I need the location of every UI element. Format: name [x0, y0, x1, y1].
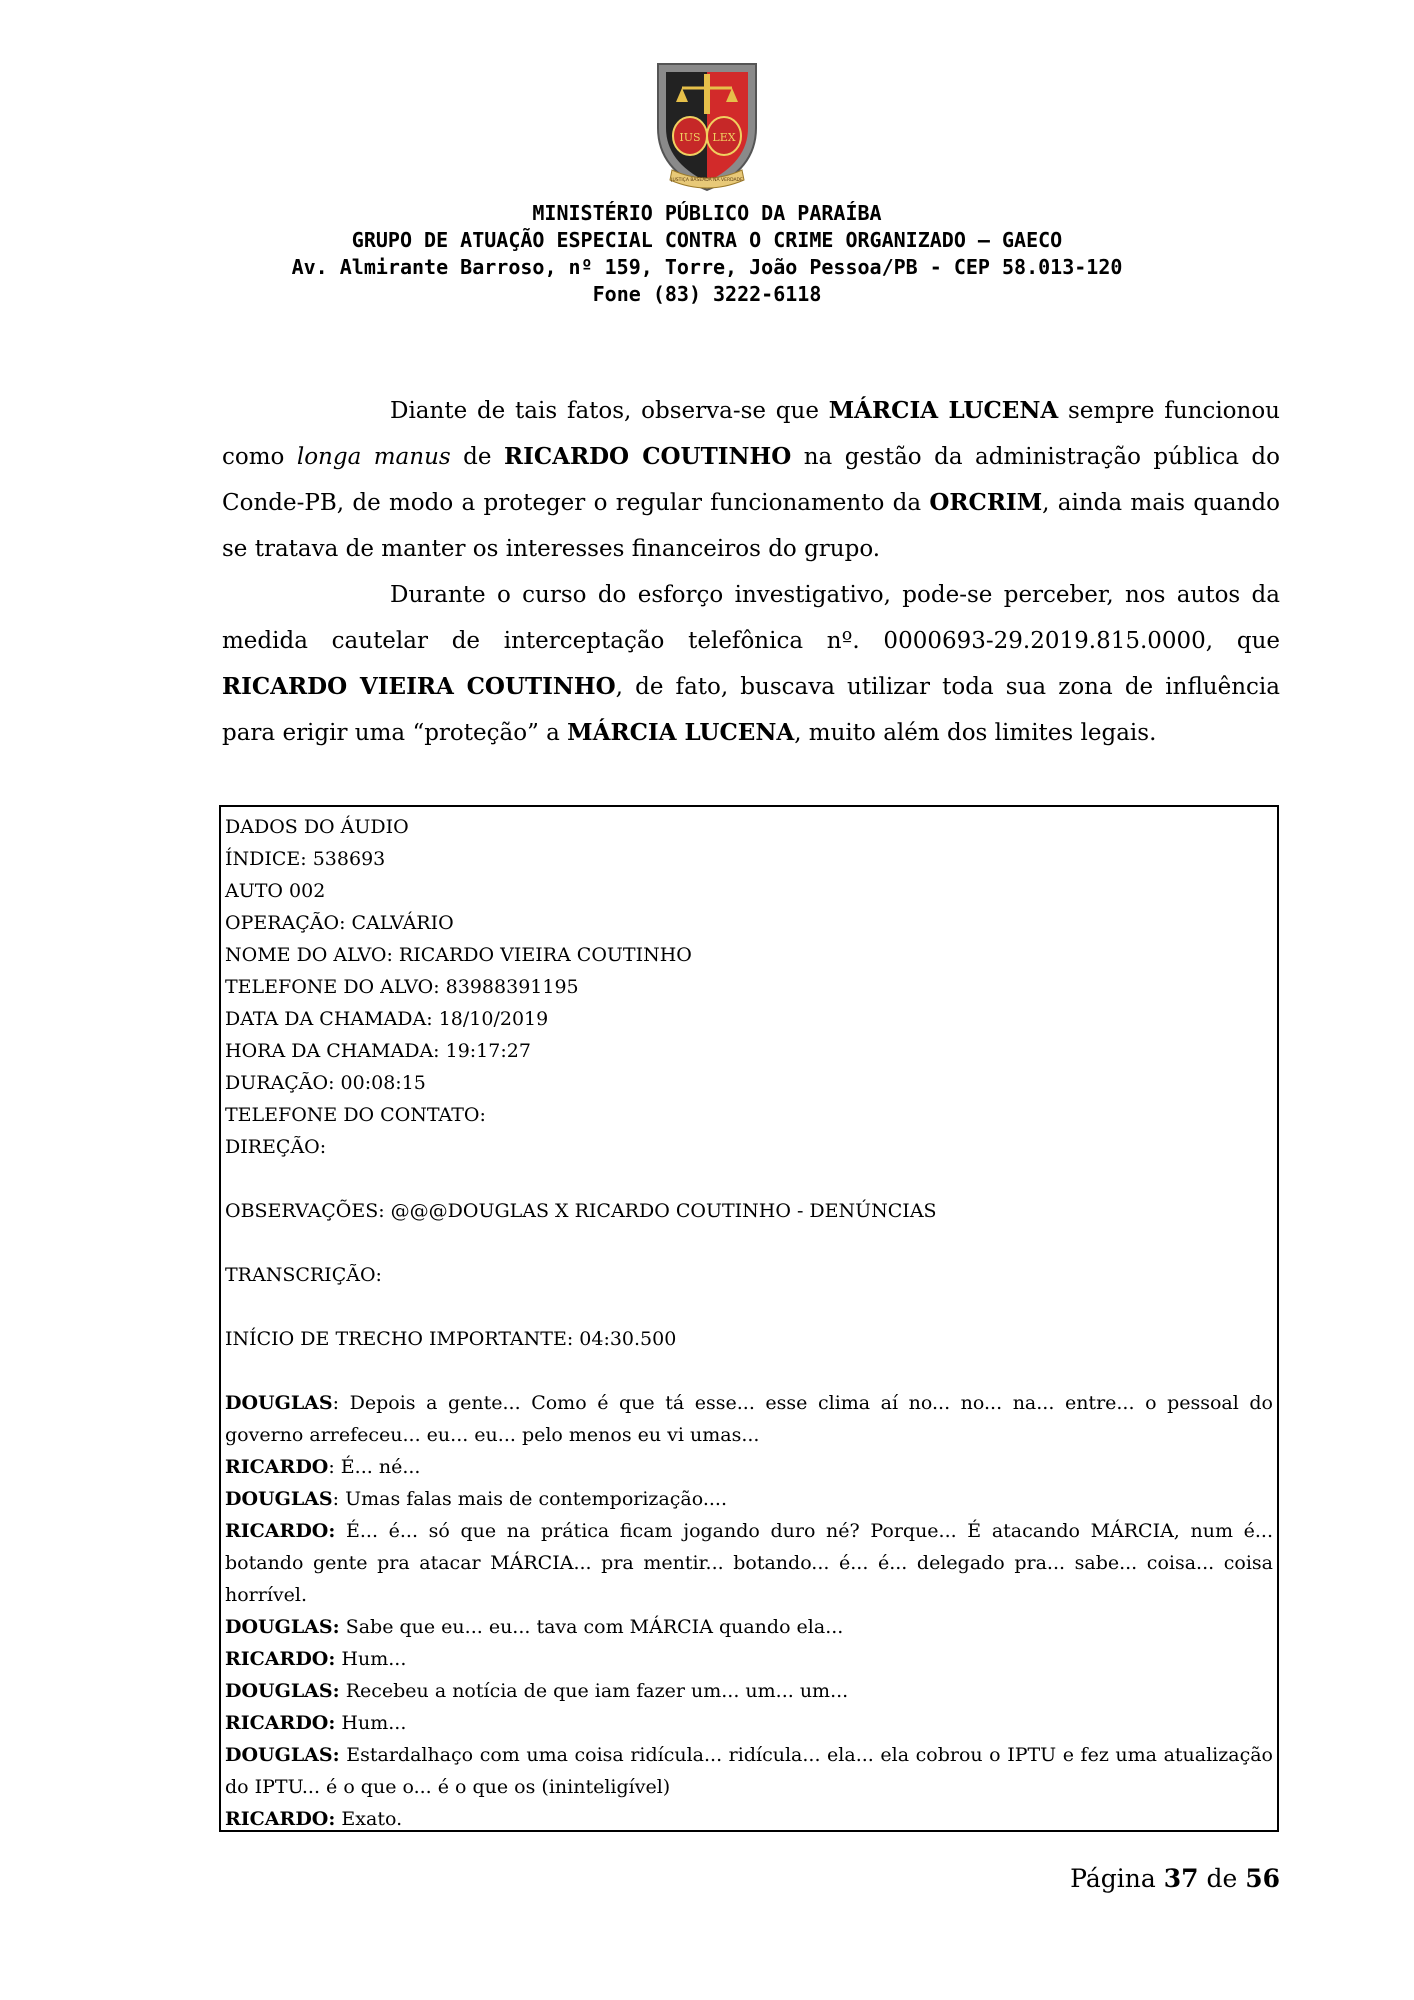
transcript-line: RICARDO: Hum... [225, 1648, 407, 1670]
transcript-line: DOUGLAS: Sabe que eu... eu... tava com MÁRCIA quando ela... [225, 1616, 844, 1638]
transcript-line: RICARDO: Hum... [225, 1712, 407, 1734]
transcript-line: RICARDO: Exato. [225, 1808, 403, 1830]
seal-text-left: IUS [679, 131, 701, 144]
transcript-line: DOUGLAS: Recebeu a notícia de que iam fazer um... um... um... [225, 1680, 849, 1702]
audio-meta-line: NOME DO ALVO: RICARDO VIEIRA COUTINHO [225, 944, 692, 966]
seal-ribbon-text: JUSTIÇA BASEADA NA VERDADE [671, 178, 743, 183]
mppb-seal-logo [652, 58, 762, 198]
audio-transcription-label: TRANSCRIÇÃO: [225, 1264, 382, 1286]
audio-meta-line: DATA DA CHAMADA: 18/10/2019 [225, 1008, 549, 1030]
document-header [0, 200, 1414, 308]
paragraph-1: Diante de tais fatos, observa-se que MÁRCIA LUCENA sempre funcionou como longa manus de RICARDO COUTINHO na gestão da administração pública do Conde-PB, de modo a proteger o regular funcionamento da ORCRIM, ainda mais quando se tratava de manter os interesses financeiros do grupo. [222, 397, 1281, 562]
audio-observations: OBSERVAÇÕES: @@@DOUGLAS X RICARDO COUTINHO - DENÚNCIAS [225, 1200, 937, 1222]
body-text [222, 388, 1280, 756]
audio-meta-line: OPERAÇÃO: CALVÁRIO [225, 912, 454, 934]
header-institution: MINISTÉRIO PÚBLICO DA PARAÍBA [532, 201, 882, 225]
transcript-line: RICARDO: É... né... [225, 1456, 421, 1478]
transcript-line: DOUGLAS: Estardalhaço com uma coisa ridícula... ridícula... ela... ela cobrou o IPTU e fez uma atualização do IPTU... é o que o... é o que os (ininteligível) [225, 1744, 1273, 1798]
audio-meta-line: DIREÇÃO: [225, 1136, 327, 1158]
audio-meta-line: DURAÇÃO: 00:08:15 [225, 1072, 426, 1094]
header-address: Av. Almirante Barroso, nº 159, Torre, João Pessoa/PB - CEP 58.013-120 [291, 255, 1123, 279]
seal-text-right: LEX [712, 131, 736, 144]
header-group: GRUPO DE ATUAÇÃO ESPECIAL CONTRA O CRIME ORGANIZADO – GAECO [351, 228, 1063, 252]
audio-meta-line: TELEFONE DO CONTATO: [225, 1104, 486, 1126]
transcript-line: DOUGLAS: Depois a gente... Como é que tá esse... esse clima aí no... no... na... entre... o pessoal do governo arrefeceu... eu... eu... pelo menos eu vi umas... [225, 1392, 1273, 1446]
audio-data-box [219, 805, 1279, 1832]
header-phone: Fone (83) 3222-6118 [592, 282, 822, 306]
audio-important-start: INÍCIO DE TRECHO IMPORTANTE: 04:30.500 [225, 1328, 677, 1350]
audio-meta-line: ÍNDICE: 538693 [225, 848, 386, 870]
audio-meta-line: DADOS DO ÁUDIO [225, 816, 409, 838]
transcript-line: RICARDO: É... é... só que na prática ficam jogando duro né? Porque... É atacando MÁRCIA, num é... botando gente pra atacar MÁRCIA... pra mentir... botando... é... é... delegado pra... sabe... coisa... coisa horrível. [225, 1520, 1273, 1606]
page-number: Página 37 de 56 [1070, 1864, 1280, 1893]
transcript-line: DOUGLAS: Umas falas mais de contemporização.... [225, 1488, 728, 1510]
audio-meta-line: TELEFONE DO ALVO: 83988391195 [225, 976, 579, 998]
audio-meta-line: AUTO 002 [225, 880, 326, 902]
audio-meta-line: HORA DA CHAMADA: 19:17:27 [225, 1040, 531, 1062]
paragraph-2: Durante o curso do esforço investigativo, pode-se perceber, nos autos da medida cautelar de interceptação telefônica nº. 0000693-29.2019.815.0000, que RICARDO VIEIRA COUTINHO, de fato, buscava utilizar toda sua zona de influência para erigir uma “proteção” a MÁRCIA LUCENA, muito além dos limites legais. [222, 582, 1280, 746]
